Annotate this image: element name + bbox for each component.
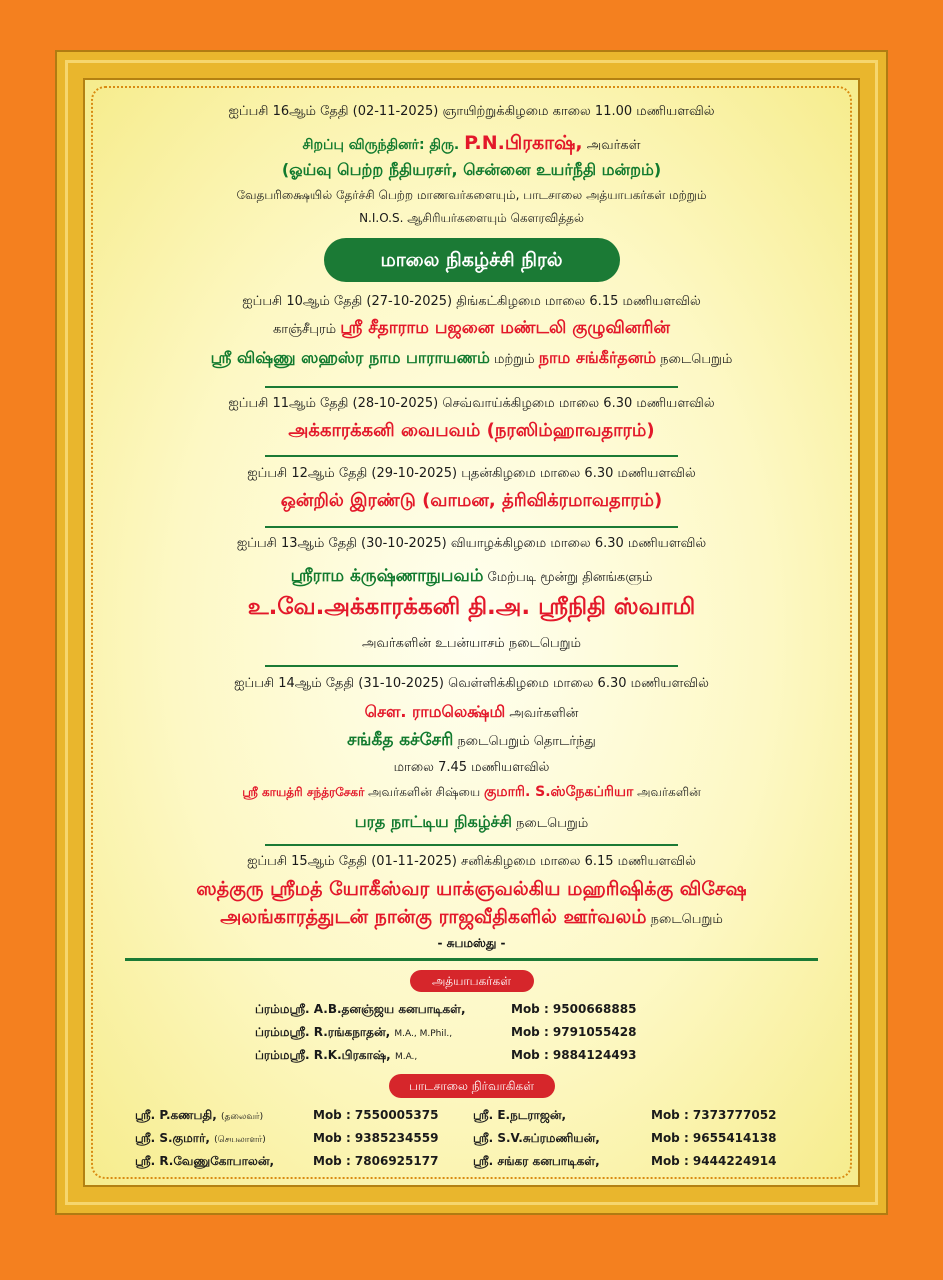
event5-dancer: குமாரி. S.ஸ்நேகப்ரியா bbox=[483, 784, 634, 800]
event1-group: ஸ்ரீ சீதாராம பஜனை மண்டலி குழுவினரின் bbox=[340, 318, 671, 338]
section-divider bbox=[125, 958, 818, 961]
admin-mobile: Mob : 9655414138 bbox=[651, 1131, 777, 1145]
admin-role: (செயலாளர்) bbox=[214, 1135, 266, 1145]
event5-time2: மாலை 7.45 மணியளவில் bbox=[393, 760, 550, 775]
gold-frame bbox=[55, 50, 888, 1215]
admin-mobile: Mob : 7373777052 bbox=[651, 1108, 777, 1122]
event4-upanyasam: அவர்களின் உபன்யாசம் நடைபெறும் bbox=[361, 636, 582, 651]
teachers-heading: அத்யாபகர்கள் bbox=[410, 970, 534, 992]
event6-end: நடைபெறும் bbox=[646, 912, 723, 927]
event5-line3 bbox=[85, 730, 858, 752]
event2-date: ஐப்பசி 11ஆம் தேதி (28-10-2025) செவ்வாய்க்கிழமை மாலை 6.30 மணியளவில் bbox=[228, 396, 715, 411]
admin-name-text: ஸ்ரீ. S.குமார், bbox=[135, 1131, 210, 1145]
event5-avargalin: அவர்களின் bbox=[505, 706, 579, 721]
teacher-name bbox=[255, 1025, 452, 1041]
event4-anubhavam: ஸ்ரீராம க்ருஷ்ணாநுபவம் bbox=[290, 566, 484, 586]
event1-parayanam: ஸ்ரீ விஷ்ணு ஸஹஸ்ர நாம பாராயணம் bbox=[210, 348, 490, 367]
teacher-mobile: Mob : 9884124493 bbox=[511, 1048, 637, 1062]
event5-line2 bbox=[85, 702, 858, 723]
event1-line2 bbox=[85, 318, 858, 340]
event5-disciple: அவர்களின் சிஷ்யை bbox=[364, 785, 484, 799]
separator bbox=[265, 455, 678, 457]
admin-name bbox=[135, 1131, 266, 1147]
admin-name: ஸ்ரீ. S.V.சுப்ரமணியன், bbox=[473, 1131, 600, 1145]
teacher-qualification: M.A., bbox=[394, 1052, 418, 1062]
event5-end: நடைபெறும் bbox=[512, 816, 589, 831]
invitation-content bbox=[85, 80, 858, 1185]
event1-line3 bbox=[85, 348, 858, 369]
event4-date: ஐப்பசி 13ஆம் தேதி (30-10-2025) வியாழக்கிழமை மாலை 6.30 மணியளவில் bbox=[236, 536, 707, 551]
event1-place: காஞ்சீபுரம் bbox=[272, 322, 341, 337]
event1-end: நடைபெறும் bbox=[656, 352, 733, 367]
event5-dance: பரத நாட்டிய நிகழ்ச்சி bbox=[354, 812, 513, 831]
guest-title: (ஓய்வு பெற்ற நீதியரசர், சென்னை உயர்நீதி மன்றம்) bbox=[281, 160, 662, 179]
admin-mobile: Mob : 7550005375 bbox=[313, 1108, 439, 1122]
admin-name bbox=[135, 1108, 263, 1124]
event5-concert: சங்கீத கச்சேரி bbox=[347, 730, 454, 750]
event1-and: மற்றும் bbox=[489, 352, 539, 367]
admin-name: ஸ்ரீ. E.நடராஜன், bbox=[473, 1108, 567, 1122]
event4-speaker: உ.வே.அக்காரக்கனி தி.அ. ஸ்ரீநிதி ஸ்வாமி bbox=[247, 594, 696, 620]
teacher-name-text: ப்ரம்மஸ்ரீ. R.ரங்கநாதன், bbox=[255, 1025, 391, 1039]
separator bbox=[265, 386, 678, 388]
separator bbox=[265, 665, 678, 667]
honor-line-2: N.I.O.S. ஆசிரியர்களையும் கௌரவித்தல் bbox=[359, 211, 584, 225]
event4-days: மேற்படி மூன்று தினங்களும் bbox=[483, 570, 653, 585]
event3-title: ஒன்றில் இரண்டு (வாமன, த்ரிவிக்ரமாவதாரம்) bbox=[280, 490, 663, 511]
event3-date: ஐப்பசி 12ஆம் தேதி (29-10-2025) புதன்கிழமை மாலை 6.30 மணியளவில் bbox=[247, 466, 696, 481]
separator bbox=[265, 844, 678, 846]
event2-title: அக்காரக்கனி வைபவம் (நரஸிம்ஹாவதாரம்) bbox=[288, 420, 655, 441]
separator bbox=[265, 526, 678, 528]
teacher-name: ப்ரம்மஸ்ரீ. A.B.தனஞ்ஜய கனபாடிகள், bbox=[255, 1002, 466, 1016]
admins-heading: பாடசாலை நிர்வாகிகள் bbox=[389, 1074, 555, 1098]
honor-line-1: வேதபரிக்ஷையில் தேர்ச்சி பெற்ற மாணவர்களையும், பாடசாலை அத்யாபகர்கள் மற்றும் bbox=[236, 188, 707, 202]
event5-line6 bbox=[85, 812, 858, 833]
teacher-qualification: M.A., M.Phil., bbox=[394, 1029, 453, 1039]
admin-mobile: Mob : 9385234559 bbox=[313, 1131, 439, 1145]
event5-line5 bbox=[85, 784, 858, 802]
teacher-mobile: Mob : 9791055428 bbox=[511, 1025, 637, 1039]
admin-mobile: Mob : 9444224914 bbox=[651, 1154, 777, 1168]
teacher-name bbox=[255, 1048, 417, 1064]
event6-procession: அலங்காரத்துடன் நான்கு ராஜவீதிகளில் ஊர்வலம் bbox=[220, 906, 647, 928]
invitation-panel bbox=[83, 78, 860, 1187]
admin-role: (தலைவர்) bbox=[220, 1112, 264, 1122]
admin-name-text: ஸ்ரீ. P.கணபதி, bbox=[135, 1108, 217, 1122]
teacher-name-text: ப்ரம்மஸ்ரீ. R.K.பிரகாஷ், bbox=[255, 1048, 391, 1062]
event5-artist: சௌ. ராமலெக்ஷ்மி bbox=[364, 702, 506, 721]
chief-guest-line bbox=[85, 132, 858, 157]
event5-guru: ஸ்ரீ காயத்ரி சந்த்ரசேகர் bbox=[242, 785, 365, 799]
event6-date: ஐப்பசி 15ஆம் தேதி (01-11-2025) சனிக்கிழமை மாலை 6.15 மணியளவில் bbox=[247, 854, 696, 869]
event6-line3 bbox=[85, 906, 858, 931]
guest-suffix: அவர்கள் bbox=[582, 138, 641, 153]
teacher-mobile: Mob : 9500668885 bbox=[511, 1002, 637, 1016]
guest-prefix: சிறப்பு விருந்தினர்: திரு. bbox=[302, 137, 465, 153]
event4-line2 bbox=[85, 566, 858, 588]
event5-avargalin2: அவர்களின் bbox=[633, 785, 701, 799]
admin-mobile: Mob : 7806925177 bbox=[313, 1154, 439, 1168]
event1-sankeerthanam: நாம சங்கீர்தனம் bbox=[538, 348, 657, 367]
admin-name: ஸ்ரீ. R.வேணுகோபாலன், bbox=[135, 1154, 275, 1168]
event6-line2: ஸத்குரு ஸ்ரீமத் யோகீஸ்வர யாக்ஞவல்கிய மஹரிஷிக்கு விசேஷ bbox=[196, 878, 747, 900]
admin-name: ஸ்ரீ. சங்கர கனபாடிகள், bbox=[473, 1154, 600, 1168]
event5-continue: நடைபெறும் தொடர்ந்து bbox=[453, 734, 596, 749]
event1-date: ஐப்பசி 10ஆம் தேதி (27-10-2025) திங்கட்கிழமை மாலை 6.15 மணியளவில் bbox=[242, 294, 701, 309]
morning-date-line: ஐப்பசி 16ஆம் தேதி (02-11-2025) ஞாயிற்றுக்கிழமை காலை 11.00 மணியளவில் bbox=[228, 104, 715, 119]
guest-name: P.N.பிரகாஷ், bbox=[464, 132, 583, 154]
programme-title: மாலை நிகழ்ச்சி நிரல் bbox=[324, 238, 620, 282]
event5-date: ஐப்பசி 14ஆம் தேதி (31-10-2025) வெள்ளிக்கிழமை மாலை 6.30 மணியளவில் bbox=[234, 676, 709, 691]
blessing: - சுபமஸ்து - bbox=[437, 936, 506, 950]
